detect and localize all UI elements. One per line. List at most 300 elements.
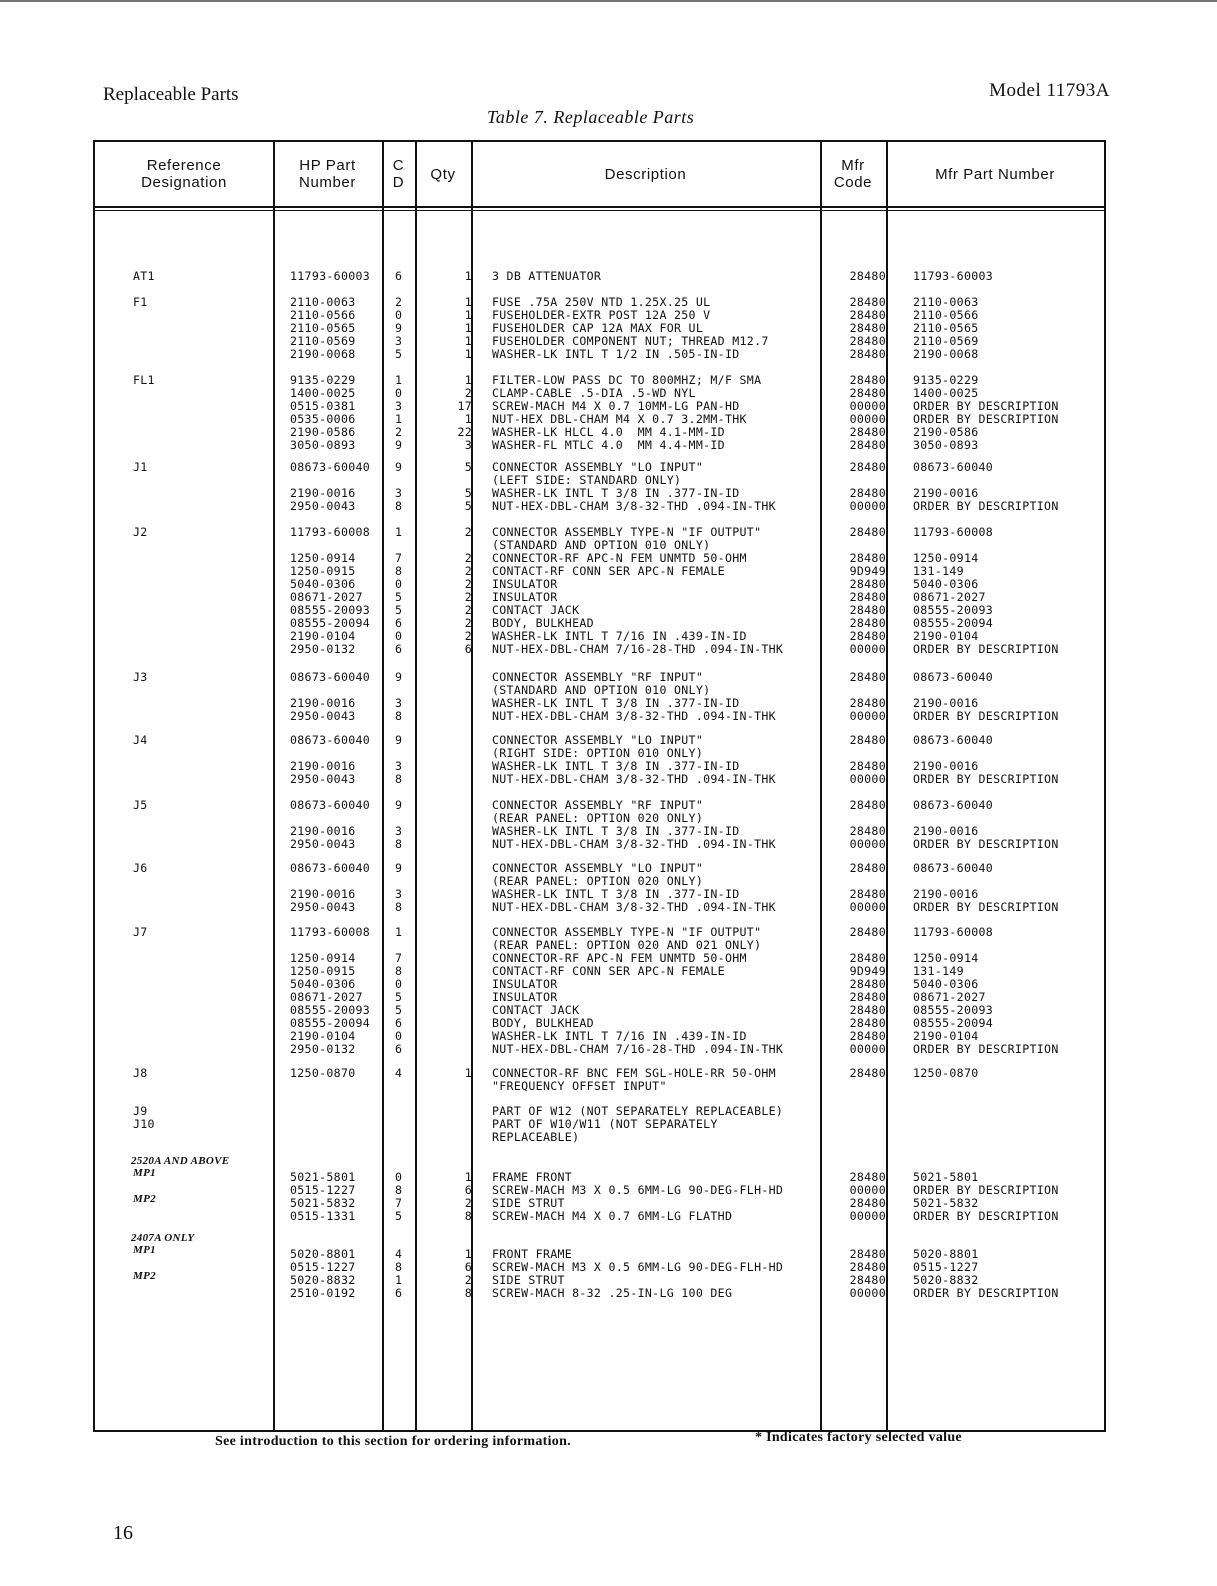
cell-line: NUT-HEX-DBL-CHAM 3/8-32-THD .094-IN-THK (492, 772, 776, 786)
cell-line: 8 (395, 1183, 403, 1197)
cell-line: 7 (395, 1196, 403, 1210)
cell-qty (428, 862, 472, 914)
cell-line: 2190-0016 (913, 824, 979, 838)
cell-line: 8 (395, 964, 403, 978)
cell-line: 2190-0104 (290, 1029, 356, 1043)
cell-line: 28480 (849, 1066, 886, 1080)
cell-line: CONNECTOR ASSEMBLY "LO INPUT" (492, 460, 704, 474)
cell-code (840, 270, 886, 283)
cell-ref: J2 (133, 525, 148, 539)
cell-line: ORDER BY DESCRIPTION (913, 1183, 1059, 1197)
cell-code (840, 671, 886, 723)
cell-line: 0535-0006 (290, 412, 356, 426)
page-number: 16 (113, 1522, 133, 1544)
cell-line: 08555-20094 (913, 616, 994, 630)
cell-line (428, 1080, 472, 1093)
cell-code (840, 1248, 886, 1300)
cell-line: 0515-1227 (290, 1260, 356, 1274)
cell-line (840, 1118, 886, 1131)
cell-line (428, 952, 472, 965)
cell-line: 11793-60008 (913, 925, 994, 939)
cell-line: 6 (464, 642, 472, 656)
cell-line: BODY, BULKHEAD (492, 616, 594, 630)
cell-line (395, 1080, 402, 1093)
cell-line: 08673-60040 (913, 670, 994, 684)
cell-line: SCREW-MACH M3 X 0.5 6MM-LG 90-DEG-FLH-HD (492, 1260, 784, 1274)
cell-line: 2190-0586 (913, 425, 979, 439)
col-header-ref: Reference Designation (141, 157, 227, 191)
cell-line: 8 (464, 1286, 472, 1300)
cell-line: 28480 (849, 386, 886, 400)
cell-line: 5 (395, 1209, 403, 1223)
cell-line: CONNECTOR ASSEMBLY "LO INPUT" (492, 861, 704, 875)
cell-line: 28480 (849, 551, 886, 565)
cell-line: ORDER BY DESCRIPTION (913, 399, 1059, 413)
cell-line: 8 (395, 772, 403, 786)
cell-line: 8 (395, 709, 403, 723)
cell-line: CONNECTOR ASSEMBLY "LO INPUT" (492, 733, 704, 747)
cell-line: 1250-0915 (290, 564, 356, 578)
cell-ref: J5 (133, 798, 148, 812)
cell-line: 5020-8832 (290, 1273, 356, 1287)
cell-qty (428, 296, 472, 361)
cell-line: SIDE STRUT (492, 1273, 565, 1287)
cell-line: 9 (395, 438, 403, 452)
cell-ref: MP1 MP2 (133, 1167, 156, 1205)
cell-line: 0 (395, 1170, 403, 1184)
cell-line: 2 (464, 1196, 472, 1210)
cell-line: 3 (395, 399, 403, 413)
cell-line: 08673-60040 (290, 733, 371, 747)
serial-group-label: 2520A AND ABOVE (131, 1155, 230, 1167)
cell-line: 28480 (849, 334, 886, 348)
cell-line: WASHER-LK INTL T 7/16 IN .439-IN-ID (492, 629, 747, 643)
cell-desc (492, 1171, 783, 1223)
cell-line (428, 710, 472, 723)
cell-line: 5 (395, 347, 403, 361)
cell-line: 2 (464, 551, 472, 565)
serial-group-label: 2407A ONLY (131, 1232, 195, 1244)
cell-line: 0 (395, 977, 403, 991)
cell-line: SCREW-MACH M3 X 0.5 6MM-LG 90-DEG-FLH-HD (492, 1183, 784, 1197)
cell-line: 28480 (849, 861, 886, 875)
cell-line: 28480 (849, 977, 886, 991)
cell-line: 5021-5832 (913, 1196, 979, 1210)
cell-hp (290, 1248, 356, 1300)
cell-line: NUT-HEX-DBL-CHAM 3/8-32-THD .094-IN-THK (492, 709, 776, 723)
cell-line: 2510-0192 (290, 1286, 356, 1300)
cell-line: 2950-0132 (290, 642, 356, 656)
cell-line: 1250-0915 (290, 964, 356, 978)
cell-line: 28480 (849, 603, 886, 617)
cell-mpn (913, 461, 1059, 513)
cell-line: 08673-60040 (290, 798, 371, 812)
cell-qty (428, 1105, 472, 1144)
cell-line: ORDER BY DESCRIPTION (913, 1209, 1059, 1223)
cell-line: 2110-0063 (290, 295, 356, 309)
cell-line: 1400-0025 (913, 386, 979, 400)
cell-line: 28480 (849, 1029, 886, 1043)
cell-mpn (913, 799, 1059, 851)
cell-line: CONTACT JACK (492, 603, 580, 617)
cell-code (840, 461, 886, 513)
cell-line: SIDE STRUT (492, 1196, 565, 1210)
cell-line: 2110-0566 (290, 308, 356, 322)
cell-line: 28480 (849, 1003, 886, 1017)
cell-line: 5020-8801 (913, 1247, 979, 1261)
cell-line: 1 (464, 295, 472, 309)
cell-line: 3 (464, 438, 472, 452)
cell-line: 28480 (849, 590, 886, 604)
cell-hp (290, 374, 356, 452)
cell-line: 2950-0043 (290, 837, 356, 851)
cell-line: PART OF W12 (NOT SEPARATELY REPLACEABLE) (492, 1104, 784, 1118)
cell-line: 1250-0870 (290, 1066, 356, 1080)
cell-desc (492, 862, 776, 914)
cell-line: NUT-HEX-DBL-CHAM 7/16-28-THD .094-IN-THK (492, 1042, 784, 1056)
cell-line: CLAMP-CABLE .5-DIA .5-WD NYL (492, 386, 696, 400)
cell-line: CONNECTOR ASSEMBLY "RF INPUT" (492, 798, 704, 812)
cell-qty (428, 1248, 472, 1300)
cell-line: 28480 (849, 425, 886, 439)
cell-line: 5 (464, 460, 472, 474)
cell-line: 08673-60040 (290, 460, 371, 474)
cell-line: CONTACT-RF CONN SER APC-N FEMALE (492, 964, 725, 978)
cell-line: (REAR PANEL: OPTION 020 ONLY) (492, 874, 704, 888)
header-rule (95, 206, 1104, 208)
cell-line: 08555-20094 (913, 1016, 994, 1030)
cell-code (840, 526, 886, 656)
cell-line: 11793-60003 (290, 269, 371, 283)
cell-line: INSULATOR (492, 590, 558, 604)
cell-line: 2 (464, 564, 472, 578)
cell-code (840, 1067, 886, 1093)
cell-code (840, 799, 886, 851)
cell-line: 2 (395, 425, 403, 439)
cell-line (428, 1043, 472, 1056)
cell-line: 0 (395, 308, 403, 322)
cell-line (428, 747, 472, 760)
cell-line: 9 (395, 460, 403, 474)
cell-mpn (913, 1171, 1059, 1223)
cell-qty (428, 1171, 472, 1223)
cell-line: WASHER-LK HLCL 4.0 MM 4.1-MM-ID (492, 425, 725, 439)
cell-ref: J1 (133, 460, 148, 474)
col-header-code: Mfr Code (833, 157, 873, 191)
cell-line: 08555-20093 (913, 603, 994, 617)
cell-hp (290, 461, 370, 513)
cell-mpn (913, 526, 1059, 656)
cell-cd (395, 734, 402, 786)
cell-line: 6 (395, 1286, 403, 1300)
cell-mpn (913, 734, 1059, 786)
cell-desc (492, 1067, 776, 1093)
cell-line: 6 (464, 1183, 472, 1197)
cell-line: 28480 (849, 1247, 886, 1261)
cell-line (428, 684, 472, 697)
cell-line: 2190-0016 (290, 887, 356, 901)
cell-line: 2190-0016 (290, 486, 356, 500)
cell-line (428, 978, 472, 991)
cell-line: 6 (464, 1260, 472, 1274)
cell-line: 2110-0569 (290, 334, 356, 348)
cell-line: 1 (464, 1170, 472, 1184)
cell-line: WASHER-LK INTL T 3/8 IN .377-IN-ID (492, 759, 740, 773)
cell-line: 28480 (849, 373, 886, 387)
cell-line: 2 (464, 603, 472, 617)
cell-cd (395, 526, 402, 656)
cell-line: 1 (395, 1273, 403, 1287)
cell-line: 1 (395, 412, 403, 426)
cell-line: FRONT FRAME (492, 1247, 573, 1261)
cell-line: SCREW-MACH M4 X 0.7 10MM-LG PAN-HD (492, 399, 740, 413)
cell-code (840, 862, 886, 914)
cell-line: ORDER BY DESCRIPTION (913, 1042, 1059, 1056)
cell-mpn (913, 270, 993, 283)
cell-line: NUT-HEX-DBL-CHAM 3/8-32-THD .094-IN-THK (492, 900, 776, 914)
cell-desc (492, 296, 769, 361)
cell-line: 28480 (849, 990, 886, 1004)
cell-cd (395, 1248, 402, 1300)
cell-desc (492, 671, 776, 723)
cell-line: CONNECTOR ASSEMBLY TYPE-N "IF OUTPUT" (492, 925, 762, 939)
cell-line: 8 (395, 837, 403, 851)
cell-line: 1250-0914 (913, 951, 979, 965)
cell-line: 8 (395, 564, 403, 578)
cell-qty (428, 671, 472, 723)
cell-line: SCREW-MACH 8-32 .25-IN-LG 100 DEG (492, 1286, 733, 1300)
cell-line: CONNECTOR ASSEMBLY TYPE-N "IF OUTPUT" (492, 525, 762, 539)
cell-line: 7 (395, 551, 403, 565)
cell-line (428, 1030, 472, 1043)
cell-line: 6 (395, 1042, 403, 1056)
cell-desc (492, 734, 776, 786)
cell-line: 3050-0893 (290, 438, 356, 452)
cell-code (840, 374, 886, 452)
cell-line: WASHER-FL MTLC 4.0 MM 4.4-MM-ID (492, 438, 725, 452)
cell-line: 00000 (849, 1183, 886, 1197)
cell-line: WASHER-LK INTL T 3/8 IN .377-IN-ID (492, 887, 740, 901)
cell-line: CONNECTOR-RF BNC FEM SGL-HOLE-RR 50-OHM (492, 1066, 776, 1080)
cell-line: 28480 (849, 577, 886, 591)
cell-desc (492, 1105, 783, 1144)
cell-line: 5 (464, 486, 472, 500)
cell-line: CONNECTOR-RF APC-N FEM UNMTD 50-OHM (492, 951, 747, 965)
cell-line: 3 (395, 824, 403, 838)
cell-hp (290, 1171, 356, 1223)
cell-ref: F1 (133, 295, 148, 309)
cell-line: 5021-5801 (913, 1170, 979, 1184)
cell-line: CONNECTOR-RF APC-N FEM UNMTD 50-OHM (492, 551, 747, 565)
cell-line: NUT-HEX-DBL-CHAM 7/16-28-THD .094-IN-THK (492, 642, 784, 656)
col-divider (415, 142, 417, 1430)
cell-line: 0 (395, 577, 403, 591)
cell-ref: AT1 (133, 269, 155, 283)
cell-qty (428, 526, 472, 656)
cell-cd (395, 374, 402, 452)
cell-line: 08671-2027 (913, 590, 986, 604)
cell-line: 2190-0016 (913, 696, 979, 710)
cell-line: (RIGHT SIDE: OPTION 010 ONLY) (492, 746, 704, 760)
cell-line: 8 (464, 1209, 472, 1223)
cell-line (428, 965, 472, 978)
cell-line: 17 (457, 399, 472, 413)
cell-line: 0515-0381 (290, 399, 356, 413)
cell-line: FILTER-LOW PASS DC TO 800MHZ; M/F SMA (492, 373, 762, 387)
cell-line: 2 (464, 577, 472, 591)
cell-line: 28480 (849, 308, 886, 322)
col-divider (820, 142, 822, 1430)
cell-code (840, 926, 886, 1056)
cell-line: 28480 (849, 295, 886, 309)
cell-line: 8 (395, 499, 403, 513)
cell-line: 2 (464, 590, 472, 604)
cell-desc (492, 526, 783, 656)
cell-line: CONTACT-RF CONN SER APC-N FEMALE (492, 564, 725, 578)
cell-line: INSULATOR (492, 990, 558, 1004)
cell-mpn (913, 296, 979, 361)
cell-line: 9D949 (849, 564, 886, 578)
cell-line: 2950-0043 (290, 499, 356, 513)
cell-code (840, 296, 886, 361)
cell-line: 08673-60040 (913, 798, 994, 812)
cell-line (428, 939, 472, 952)
cell-line: 5040-0306 (913, 977, 979, 991)
cell-line: 28480 (849, 616, 886, 630)
cell-line: 08555-20094 (290, 1016, 371, 1030)
cell-line: 2190-0016 (290, 824, 356, 838)
cell-hp (290, 734, 370, 786)
cell-line: 1 (464, 1247, 472, 1261)
cell-line: 00000 (849, 709, 886, 723)
cell-line: 08673-60040 (290, 670, 371, 684)
cell-line: (REAR PANEL: OPTION 020 AND 021 ONLY) (492, 938, 762, 952)
cell-line: 3 (395, 759, 403, 773)
cell-line: (STANDARD AND OPTION 010 ONLY) (492, 538, 711, 552)
cell-cd (395, 461, 402, 513)
cell-line: 28480 (849, 460, 886, 474)
cell-line: 28480 (849, 951, 886, 965)
cell-line: 2950-0132 (290, 1042, 356, 1056)
cell-line: 3 DB ATTENUATOR (492, 269, 602, 283)
cell-line: 5 (395, 1003, 403, 1017)
cell-line: 2110-0565 (913, 321, 979, 335)
cell-line: 5040-0306 (290, 977, 356, 991)
cell-line: CONNECTOR ASSEMBLY "RF INPUT" (492, 670, 704, 684)
cell-ref: J7 (133, 925, 148, 939)
cell-line: 2 (464, 386, 472, 400)
header-rule-double (95, 210, 1104, 211)
cell-line: (LEFT SIDE: STANDARD ONLY) (492, 473, 682, 487)
table-title: Table 7. Replaceable Parts (487, 107, 695, 127)
cell-line: 28480 (849, 438, 886, 452)
cell-line (428, 901, 472, 914)
cell-hp (290, 799, 370, 851)
col-header-cd: C D (392, 157, 405, 191)
cell-line: 131-149 (913, 964, 964, 978)
cell-hp (290, 671, 370, 723)
cell-ref: J9 J10 (133, 1104, 155, 1131)
cell-line: 22 (457, 425, 472, 439)
cell-line: 28480 (849, 759, 886, 773)
cell-line: WASHER-LK INTL T 3/8 IN .377-IN-ID (492, 486, 740, 500)
cell-line (840, 1131, 886, 1144)
cell-line: 00000 (849, 900, 886, 914)
cell-line: 1250-0870 (913, 1066, 979, 1080)
cell-line: 08555-20093 (290, 603, 371, 617)
cell-line: 9 (395, 798, 403, 812)
page-top-rule (0, 0, 1217, 2)
cell-line: 2190-0016 (913, 486, 979, 500)
col-divider (273, 142, 275, 1430)
cell-line: FUSEHOLDER COMPONENT NUT; THREAD M12.7 (492, 334, 769, 348)
cell-line: ORDER BY DESCRIPTION (913, 412, 1059, 426)
cell-ref: J8 (133, 1066, 148, 1080)
cell-mpn (913, 671, 1059, 723)
cell-line: 08673-60040 (913, 460, 994, 474)
cell-line: 3050-0893 (913, 438, 979, 452)
cell-line: 08555-20093 (913, 1003, 994, 1017)
cell-mpn (913, 926, 1059, 1056)
cell-line (913, 1080, 979, 1093)
cell-line: INSULATOR (492, 577, 558, 591)
cell-line: 2110-0063 (913, 295, 979, 309)
cell-line: WASHER-LK INTL T 3/8 IN .377-IN-ID (492, 696, 740, 710)
cell-line: 6 (395, 269, 403, 283)
cell-cd (395, 671, 402, 723)
cell-hp (290, 1067, 356, 1093)
cell-line: 1 (395, 525, 403, 539)
cell-line: 9 (395, 733, 403, 747)
factory-note: * Indicates factory selected value (755, 1430, 962, 1445)
cell-line: 2 (464, 1273, 472, 1287)
cell-line: SCREW-MACH M4 X 0.7 6MM-LG FLATHD (492, 1209, 733, 1223)
cell-line: 9 (395, 670, 403, 684)
cell-line: 08671-2027 (290, 990, 363, 1004)
cell-line: 28480 (849, 525, 886, 539)
cell-line (428, 773, 472, 786)
cell-qty (428, 270, 472, 283)
cell-line: 28480 (849, 1273, 886, 1287)
cell-line: 28480 (849, 824, 886, 838)
cell-line: 1 (464, 308, 472, 322)
cell-line (428, 825, 472, 838)
col-header-hp: HP Part Number (299, 157, 356, 191)
cell-line: 2190-0016 (913, 759, 979, 773)
cell-line: (REAR PANEL: OPTION 020 ONLY) (492, 811, 704, 825)
cell-line: 9 (395, 321, 403, 335)
cell-line (428, 1105, 472, 1118)
cell-line: 0515-1227 (913, 1260, 979, 1274)
cell-line (428, 671, 472, 684)
cell-line: 08671-2027 (290, 590, 363, 604)
cell-cd (395, 296, 402, 361)
cell-line: 28480 (849, 629, 886, 643)
cell-line: 3 (395, 486, 403, 500)
cell-line: 00000 (849, 399, 886, 413)
cell-line: 3 (395, 696, 403, 710)
cell-line: ORDER BY DESCRIPTION (913, 709, 1059, 723)
cell-line: 1250-0914 (290, 551, 356, 565)
cell-code (840, 1171, 886, 1223)
cell-line (428, 812, 472, 825)
cell-line: BODY, BULKHEAD (492, 1016, 594, 1030)
cell-line: 4 (395, 1247, 403, 1261)
cell-cd (395, 926, 402, 1056)
cell-qty (428, 374, 472, 452)
cell-line (840, 1105, 886, 1118)
cell-mpn (913, 374, 1059, 452)
